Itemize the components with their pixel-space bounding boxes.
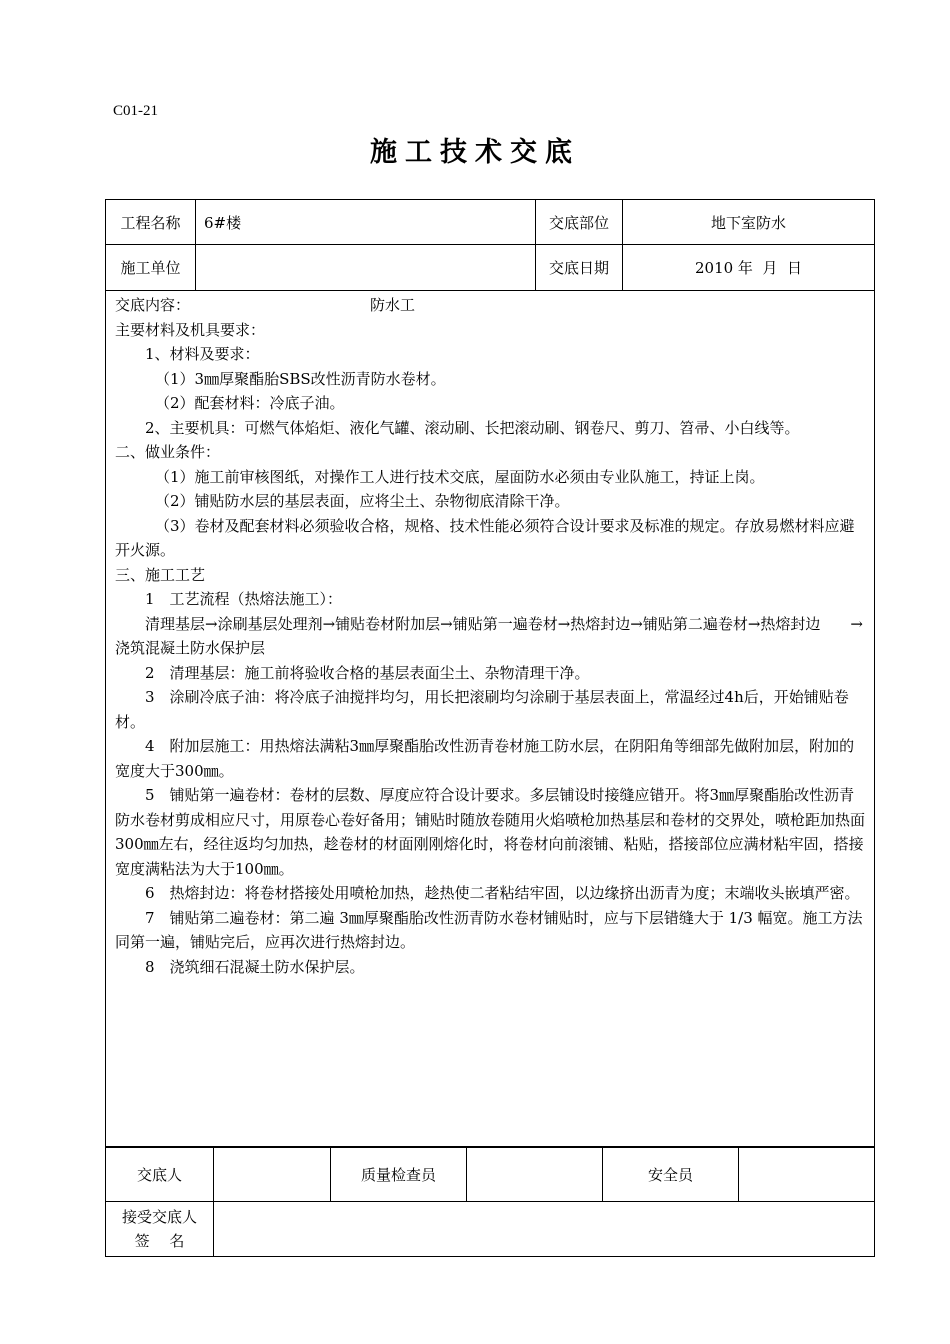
receiver-label <box>106 1202 214 1257</box>
content-line: （3）卷材及配套材料必须验收合格，规格、技术性能必须符合设计要求及标准的规定。存放易燃材料应避开火源。 <box>115 516 855 559</box>
content-row <box>106 291 875 1148</box>
inspector-value <box>467 1147 603 1202</box>
presenter-value <box>214 1147 331 1202</box>
header-row-unit <box>106 245 875 291</box>
safety-label: 安全员 <box>603 1147 739 1202</box>
content-cell <box>106 291 875 1148</box>
part-label: 交底部位 <box>536 200 623 245</box>
inspector-label: 质量检查员 <box>331 1147 467 1202</box>
content-line: 7 铺贴第二遍卷材：第二遍 3㎜厚聚酯胎改性沥青防水卷材铺贴时，应与下层错缝大于 1/3 幅宽。施工方法同第一遍，铺贴完后，应再次进行热熔封边。 <box>115 908 863 951</box>
presenter-label: 交底人 <box>106 1147 214 1202</box>
project-name-value: 6#楼 <box>196 200 536 245</box>
part-value: 地下室防水 <box>623 200 875 245</box>
content-line: （1）3㎜厚聚酯胎SBS改性沥青防水卷材。 <box>155 369 446 388</box>
content-line: 8 浇筑细石混凝土防水保护层。 <box>145 957 365 976</box>
document-code: C01-21 <box>113 103 158 119</box>
content-line: 2 清理基层：施工前将验收合格的基层表面尘土、杂物清理干净。 <box>145 663 590 682</box>
content-line: 1、材料及要求： <box>145 345 260 363</box>
disclosure-table <box>105 199 875 1148</box>
unit-value <box>196 245 536 291</box>
safety-value <box>739 1147 875 1202</box>
unit-label: 施工单位 <box>106 245 196 291</box>
content-line: 2、主要机具：可燃气体焰炬、液化气罐、滚动刷、长把滚动刷、钢卷尺、剪刀、笤帚、小白线等。 <box>145 418 800 437</box>
content-line: （2）铺贴防水层的基层表面，应将尘土、杂物彻底清除干净。 <box>155 492 570 510</box>
content-intro-value: 防水工 <box>370 296 416 314</box>
content-intro-label: 交底内容： <box>115 296 191 314</box>
content-line: 1 工艺流程（热熔法施工）： <box>145 590 343 608</box>
document-title: 施工技术交底 <box>370 137 580 168</box>
date-value: 2010 年 月 日 <box>623 245 875 291</box>
content-line: 清理基层→涂刷基层处理剂→铺贴卷材附加层→铺贴第一遍卷材→热熔封边→铺贴第二遍卷材→热熔封边 →浇筑混凝土防水保护层 <box>115 614 863 657</box>
header-row-project <box>106 200 875 245</box>
content-line: 5 铺贴第一遍卷材：卷材的层数、厚度应符合设计要求。多层铺设时接缝应错开。将3㎜厚聚酯胎改性沥青防水卷材剪成相应尺寸，用原卷心卷好备用；铺贴时随放卷随用火焰喷枪加热基层和卷材的交界处，喷枪距加热面300㎜左右，经往返均匀加热，趁卷材的材面刚刚熔化时，将卷材向前滚铺、粘贴，搭接部位应满材粘牢固，搭接宽度满粘法为大于100㎜。 <box>115 786 866 878</box>
content-line: 二、做业条件： <box>115 443 221 461</box>
project-name-label: 工程名称 <box>106 200 196 245</box>
content-line: 三、施工工艺 <box>115 565 206 584</box>
content-line: （1）施工前审核图纸，对操作工人进行技术交底，屋面防水必须由专业队施工，持证上岗。 <box>155 467 765 486</box>
content-line: 3 涂刷冷底子油：将冷底子油搅拌均匀，用长把滚刷均匀涂刷于基层表面上，常温经过4h后，开始铺贴卷材。 <box>115 688 849 731</box>
content-line: 4 附加层施工：用热熔法满粘3㎜厚聚酯胎改性沥青卷材施工防水层，在阴阳角等细部先做附加层，附加的宽度大于300㎜。 <box>115 737 855 780</box>
receiver-label-line-2: 签 名 <box>134 1232 185 1250</box>
signature-table <box>105 1146 875 1257</box>
content-body <box>106 291 874 979</box>
date-label: 交底日期 <box>536 245 623 291</box>
content-line: 6 热熔封边：将卷材搭接处用喷枪加热，趁热使二者粘结牢固，以边缘挤出沥青为度；末端收头嵌填严密。 <box>145 884 860 902</box>
signature-row <box>106 1147 875 1202</box>
content-line: 主要材料及机具要求： <box>115 320 266 339</box>
receiver-label-line-1: 接受交底人 <box>121 1208 197 1226</box>
receiver-row <box>106 1202 875 1257</box>
receiver-signature <box>214 1202 875 1257</box>
content-intro <box>115 293 866 318</box>
content-line: （2）配套材料：冷底子油。 <box>155 394 345 412</box>
